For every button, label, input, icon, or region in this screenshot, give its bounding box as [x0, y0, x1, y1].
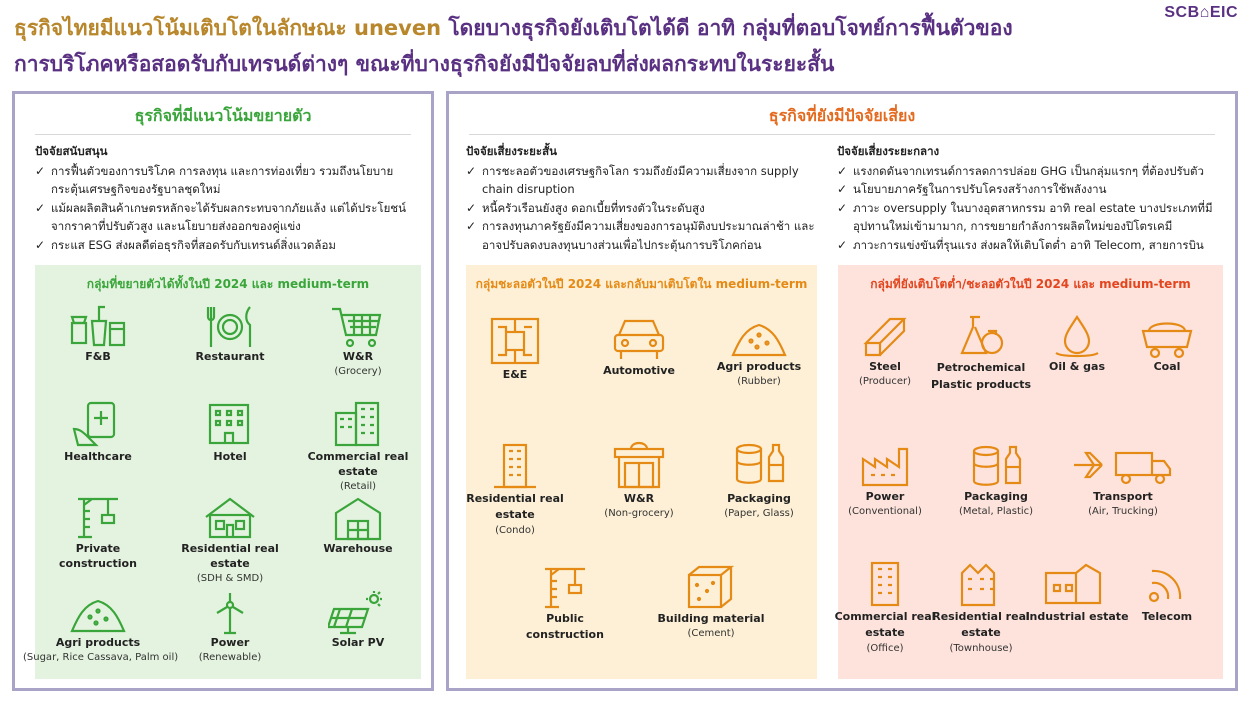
- title-line2: การบริโภคหรือสอดรับกับเทรนด์ต่างๆ ขณะที่บางธุรกิจยังมีปัจจัยลบที่ส่งผลกระทบในระยะสั้น: [14, 52, 835, 76]
- condo-icon: [490, 441, 540, 491]
- car-icon: [611, 315, 667, 363]
- grain-pile-icon: [729, 315, 789, 359]
- transport-item: Transport (Air, Trucking): [1068, 443, 1178, 519]
- growth-group-box: [23, 265, 421, 679]
- check-icon: ✓: [837, 182, 848, 196]
- solar-panel-icon: [328, 591, 388, 635]
- oil-drop-icon: [1052, 313, 1102, 359]
- ee-item: E&E: [460, 315, 570, 382]
- divider: [35, 134, 411, 135]
- fnb-icon: [68, 303, 128, 349]
- wind-turbine-icon: [200, 591, 260, 635]
- commercial-retail-item: Commercial real estate (Retail): [303, 399, 413, 494]
- power-renewable-item: Power (Renewable): [175, 591, 285, 665]
- risk-item: ✓ ภาวะ oversupply ในบางอุตสาหกรรม อาทิ real estate บางประเภทที่มีอุปทานใหม่เข้ามามาก, การขยายกำลังการผลิตใหม่ของปิโตรเคมี: [837, 200, 1213, 233]
- house-icon: [200, 495, 260, 541]
- coal-cart-icon: [1139, 313, 1195, 359]
- risk-panel: [446, 91, 1238, 691]
- public-construction-item: Public construction: [510, 565, 620, 643]
- industrial-estate-item: Industrial estate: [1022, 559, 1132, 624]
- check-icon: ✓: [837, 200, 848, 215]
- solar-pv-item: Solar PV: [303, 591, 413, 650]
- support-factors: [35, 142, 425, 254]
- cart-icon: [328, 303, 388, 349]
- risk-item: ✓ การลงทุนภาครัฐยังมีความเสี่ยงของการอนุมัติงบประมาณล่าช้า และอาจปรับลดงบลงทุนบางส่วนเพื่อไปกระตุ้นการบริโภคก่อน: [466, 219, 815, 252]
- power-conventional-item: Power (Conventional): [830, 443, 940, 519]
- factor-item: ✓ การฟื้นตัวของการบริโภค การลงทุน และการท่องเที่ยว รวมถึงนโยบายกระตุ้นเศรษฐกิจของรัฐบาลชุดใหม่: [35, 163, 394, 196]
- telecom-item: Telecom: [1112, 559, 1222, 624]
- risk-item: ✓ หนี้ครัวเรือนยังสูง ดอกเบี้ยที่ทรงตัวในระดับสูง: [466, 199, 816, 218]
- industrial-estate-icon: [1042, 559, 1112, 609]
- commercial-office-item: Commercial real estate (Office): [830, 559, 940, 656]
- low-growth-group-title: กลุ่มที่ยังเติบโตต่ำ/ชะลอตัวในปี 2024 และ medium-term: [870, 277, 1191, 291]
- coal-item: Coal: [1112, 313, 1222, 374]
- private-construction-item: Private construction: [43, 495, 153, 571]
- slowdown-group-title: กลุ่มชะลอตัวในปี 2024 และกลับมาเติบโตใน medium-term: [475, 277, 808, 291]
- check-icon: ✓: [466, 163, 477, 178]
- growth-group-title: กลุ่มที่ขยายตัวได้ทั้งในปี 2024 และ medium-term: [86, 277, 370, 291]
- oil-gas-item: Oil & gas: [1022, 313, 1132, 374]
- building-material-item: Building material (Cement): [656, 565, 766, 641]
- petrochemical-item: Petrochemical Plastic products: [926, 313, 1036, 393]
- fnb-item: F&B: [43, 303, 153, 364]
- check-icon: ✓: [466, 219, 477, 233]
- check-icon: ✓: [35, 237, 46, 252]
- grain-pile-icon: [68, 591, 128, 635]
- check-icon: ✓: [837, 163, 848, 178]
- wr-grocery-item: W&R (Grocery): [303, 303, 413, 379]
- storefront-icon: [611, 441, 667, 491]
- divider: [469, 134, 1215, 135]
- short-term-risks-title: ปัจจัยเสี่ยงระยะสั้น: [466, 144, 557, 158]
- hotel-item: Hotel: [175, 399, 285, 464]
- packaging-paper-item: Packaging (Paper, Glass): [704, 441, 814, 521]
- mid-term-risks-title: ปัจจัยเสี่ยงระยะกลาง: [837, 144, 940, 158]
- warehouse-item: Warehouse: [303, 495, 413, 556]
- check-icon: ✓: [466, 200, 477, 215]
- agri-rubber-item: Agri products (Rubber): [704, 315, 814, 389]
- agri-products-item: Agri products (Sugar, Rice Cassava, Palm oil): [43, 591, 153, 665]
- wr-non-grocery-item: W&R (Non-grocery): [584, 441, 694, 521]
- steel-beam-icon: [860, 313, 910, 359]
- flask-icon: [956, 313, 1006, 359]
- signal-icon: [1142, 559, 1192, 609]
- automotive-item: Automotive: [584, 315, 694, 378]
- chip-icon: [488, 315, 542, 367]
- townhouse-icon: [956, 559, 1006, 609]
- barrel-bottle-icon: [968, 443, 1024, 489]
- title-line1-part2: โดยบางธุรกิจยังเติบโตได้ดี อาทิ กลุ่มที่ตอบโจทย์การฟื้นตัวของ: [448, 16, 1013, 40]
- steel-item: Steel (Producer): [830, 313, 940, 389]
- hotel-icon: [200, 399, 260, 449]
- factor-item: ✓ แม้ผลผลิตสินค้าเกษตรหลักจะได้รับผลกระทบจากภัยแล้ง แต่ได้ประโยชน์จากราคาที่ปรับตัวสูง และนโยบายส่งออกของคู่แข่ง: [35, 200, 406, 233]
- commercial-building-icon: [328, 399, 388, 449]
- restaurant-item: Restaurant: [175, 303, 285, 364]
- slowdown-group-box: [466, 265, 817, 679]
- low-growth-group-box: [834, 265, 1223, 679]
- blocks-icon: [683, 565, 739, 611]
- check-icon: ✓: [837, 237, 848, 252]
- risk-item: ✓ การชะลอตัวของเศรษฐกิจโลก รวมถึงยังมีความเสี่ยงจาก supply chain disruption: [466, 163, 799, 196]
- factory-icon: [857, 443, 913, 489]
- page-title: [14, 10, 1114, 82]
- risk-item: ✓ แรงกดดันจากเทรนด์การลดการปล่อย GHG เป็นกลุ่มแรกๆ ที่ต้องปรับตัว: [837, 162, 1222, 181]
- warehouse-icon: [328, 495, 388, 541]
- support-factors-title: ปัจจัยสนับสนุน: [35, 144, 108, 158]
- office-building-icon: [860, 559, 910, 609]
- scb-eic-logo: SCB⌂EIC: [1164, 4, 1238, 21]
- mid-term-risks: [837, 142, 1222, 254]
- residential-condo-item: Residential real estate (Condo): [460, 441, 570, 538]
- healthcare-item: Healthcare: [43, 399, 153, 464]
- healthcare-icon: [68, 399, 128, 449]
- growth-panel: [12, 91, 434, 691]
- barrel-bottle-icon: [731, 441, 787, 491]
- factor-item: ✓ กระแส ESG ส่งผลดีต่อธุรกิจที่สอดรับกับเทรนด์สิ่งแวดล้อม: [35, 236, 425, 255]
- residential-townhouse-item: Residential real estate (Townhouse): [926, 559, 1036, 656]
- title-line1-part1: ธุรกิจไทยมีแนวโน้มเติบโตในลักษณะ uneven: [14, 16, 442, 40]
- growth-panel-heading: ธุรกิจที่มีแนวโน้มขยายตัว: [134, 106, 312, 125]
- short-term-risks: [466, 142, 816, 254]
- risk-panel-heading: ธุรกิจที่ยังมีปัจจัยเสี่ยง: [768, 106, 916, 125]
- residential-sdh-item: Residential real estate (SDH & SMD): [175, 495, 285, 586]
- check-icon: ✓: [35, 200, 46, 215]
- restaurant-icon: [200, 303, 260, 349]
- plane-truck-icon: [1068, 443, 1178, 489]
- risk-item: ✓ ภาวะการแข่งขันที่รุนแรง ส่งผลให้เติบโตต่ำ อาทิ Telecom, สายการบิน: [837, 236, 1222, 255]
- crane-icon: [535, 565, 595, 611]
- packaging-metal-item: Packaging (Metal, Plastic): [941, 443, 1051, 519]
- crane-icon: [68, 495, 128, 541]
- check-icon: ✓: [35, 163, 46, 178]
- risk-item: ✓ นโยบายภาครัฐในการปรับโครงสร้างการใช้พลังงาน: [837, 180, 1222, 199]
